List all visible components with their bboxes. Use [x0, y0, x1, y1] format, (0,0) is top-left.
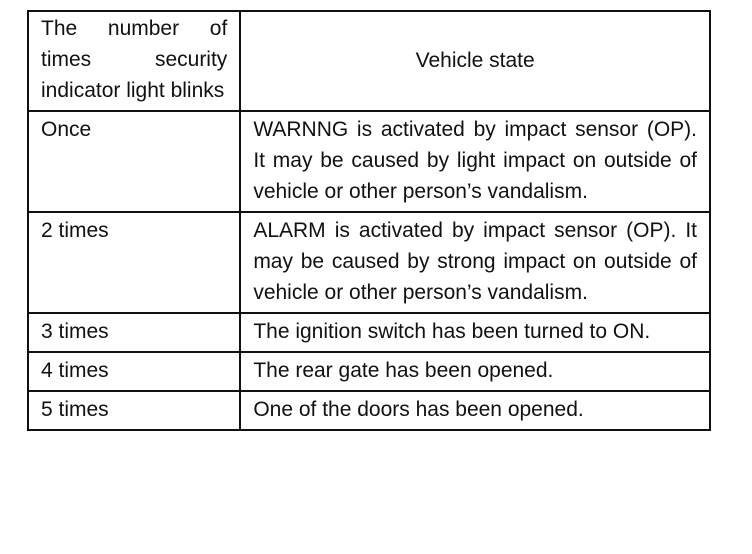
table-header-row [28, 11, 710, 111]
blink-count-cell: 2 times [28, 212, 240, 313]
table-row [28, 391, 710, 430]
table-row [28, 352, 710, 391]
header-vehicle-state: Vehicle state [240, 11, 710, 111]
table-row [28, 111, 710, 212]
blink-count-cell: 4 times [28, 352, 240, 391]
vehicle-state-cell: WARNNG is activated by impact sensor (OP). It may be caused by light impact on outside of vehicle or other person’s vandalism. [240, 111, 710, 212]
blink-count-cell: Once [28, 111, 240, 212]
table-row [28, 313, 710, 352]
vehicle-state-cell: The rear gate has been opened. [240, 352, 710, 391]
security-indicator-table [27, 10, 711, 431]
vehicle-state-cell: One of the doors has been opened. [240, 391, 710, 430]
blink-count-cell: 3 times [28, 313, 240, 352]
vehicle-state-cell: ALARM is activated by impact sensor (OP). It may be caused by strong impact on outside of vehicle or other person’s vandalism. [240, 212, 710, 313]
header-blink-count: The number of times security indicator light blinks [28, 11, 240, 111]
table-row [28, 212, 710, 313]
blink-count-cell: 5 times [28, 391, 240, 430]
vehicle-state-cell: The ignition switch has been turned to ON. [240, 313, 710, 352]
